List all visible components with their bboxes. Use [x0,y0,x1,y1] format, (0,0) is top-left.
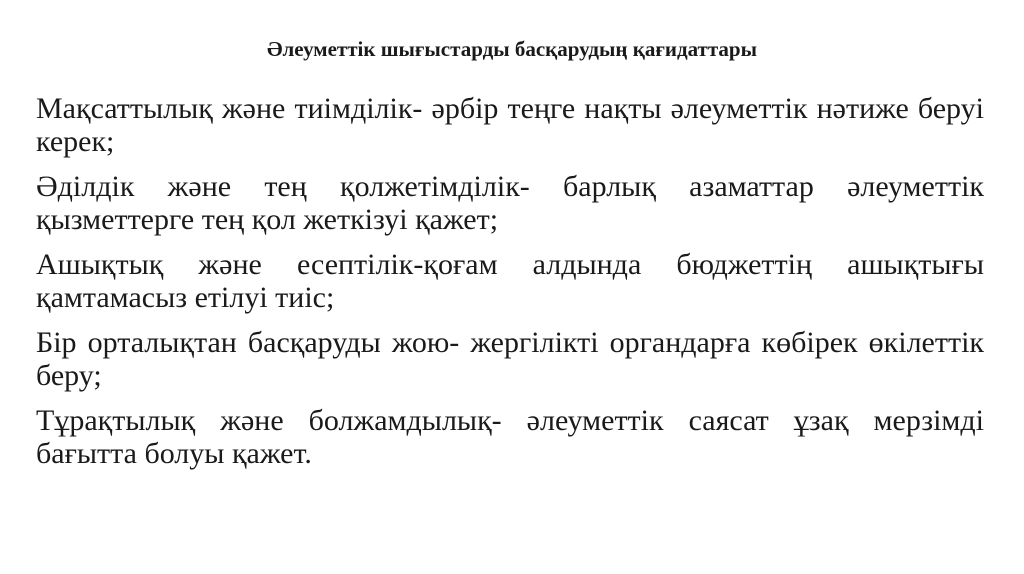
principles-list [36,92,984,482]
principle-item-decentralization: Бір орталықтан басқаруды жою- жергілікті органдарға көбірек өкілеттік беру; [36,326,984,392]
principle-item-transparency: Ашықтық және есептілік-қоғам алдында бюджеттің ашықтығы қамтамасыз етілуі тиіс; [36,248,984,314]
principle-item-sustainability: Тұрақтылық және болжамдылық- әлеуметтік саясат ұзақ мерзімді бағытта болуы қажет. [36,404,984,470]
principle-item-fairness: Әділдік және тең қолжетімділік- барлық азаматтар әлеуметтік қызметтерге тең қол жеткізуі қажет; [36,170,984,236]
slide-title: Әлеуметтік шығыстарды басқарудың қағидаттары [266,37,758,61]
principle-item-targeting: Мақсаттылық және тиімділік- әрбір теңге нақты әлеуметтік нәтиже беруі керек; [36,92,984,158]
